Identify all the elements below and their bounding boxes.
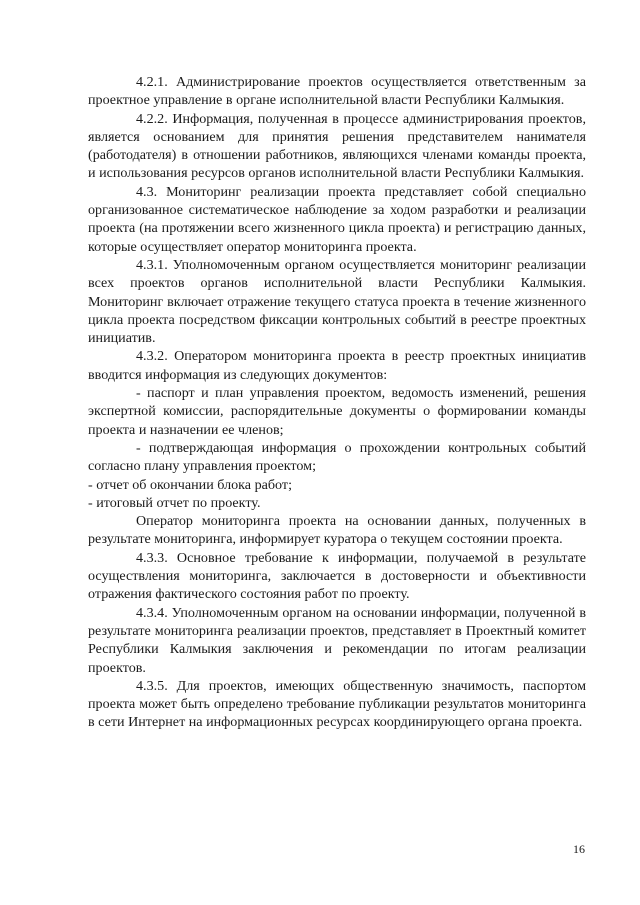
paragraph-4-2-2: 4.2.2. Информация, полученная в процессе администрирования проектов, является основанием для принятия решения представителем нанимателя (работодателя) в отношении работников, являющихся членами команды проекта, и использования ресурсов органов исполнительной власти Республики Калмыкия. bbox=[88, 110, 586, 182]
list-item-passport: - паспорт и план управления проектом, ведомость изменений, решения экспертной комиссии, распорядительные документы о формировании команды проекта и назначении ее членов; bbox=[88, 385, 586, 438]
paragraph-4-3-1: 4.3.1. Уполномоченным органом осуществляется мониторинг реализации всех проектов органов исполнительной власти Республики Калмыкия. Мониторинг включает отражение текущего статуса проекта в течение жизненного цикла проекта посредством фиксации контрольных событий в реестре проектных инициатив. bbox=[88, 256, 586, 347]
page-number: 16 bbox=[573, 842, 585, 856]
paragraph-4-3-5: 4.3.5. Для проектов, имеющих общественную значимость, паспортом проекта может быть определено требование публикации результатов мониторинга в сети Интернет на информационных ресурсах координирующего органа проекта. bbox=[88, 677, 586, 731]
paragraph-4-2-1: 4.2.1. Администрирование проектов осуществляется ответственным за проектное управление в органе исполнительной власти Республики Калмыкия. bbox=[88, 74, 586, 109]
list-item-confirming-info: - подтверждающая информация о прохождении контрольных событий согласно плану управления проектом; bbox=[88, 439, 586, 475]
paragraph-4-3-4: 4.3.4. Уполномоченным органом на основании информации, полученной в результате мониторинга реализации проектов, представляет в Проектный комитет Республики Калмыкия заключения и рекомендации по итогам реализации проектов. bbox=[88, 604, 586, 676]
paragraph-operator-informs: Оператор мониторинга проекта на основании данных, полученных в результате мониторинга, информирует куратора о текущем состоянии проекта. bbox=[88, 513, 586, 548]
paragraph-4-3-2: 4.3.2. Оператором мониторинга проекта в реестр проектных инициатив вводится информация из следующих документов: bbox=[88, 348, 586, 383]
document-body bbox=[88, 73, 586, 732]
paragraph-4-3: 4.3. Мониторинг реализации проекта представляет собой специально организованное систематическое наблюдение за ходом разработки и реализации проекта (на протяжении всего жизненного цикла проекта) и регистрацию данных, которые осуществляет оператор мониторинга проекта. bbox=[88, 183, 586, 255]
list-item-final-report: - итоговый отчет по проекту. bbox=[88, 494, 261, 511]
list-item-block-report: - отчет об окончании блока работ; bbox=[88, 476, 292, 493]
paragraph-4-3-3: 4.3.3. Основное требование к информации, получаемой в результате осуществления мониторинга, заключается в достоверности и объективности отражения фактического состояния работ по проекту. bbox=[88, 549, 586, 603]
